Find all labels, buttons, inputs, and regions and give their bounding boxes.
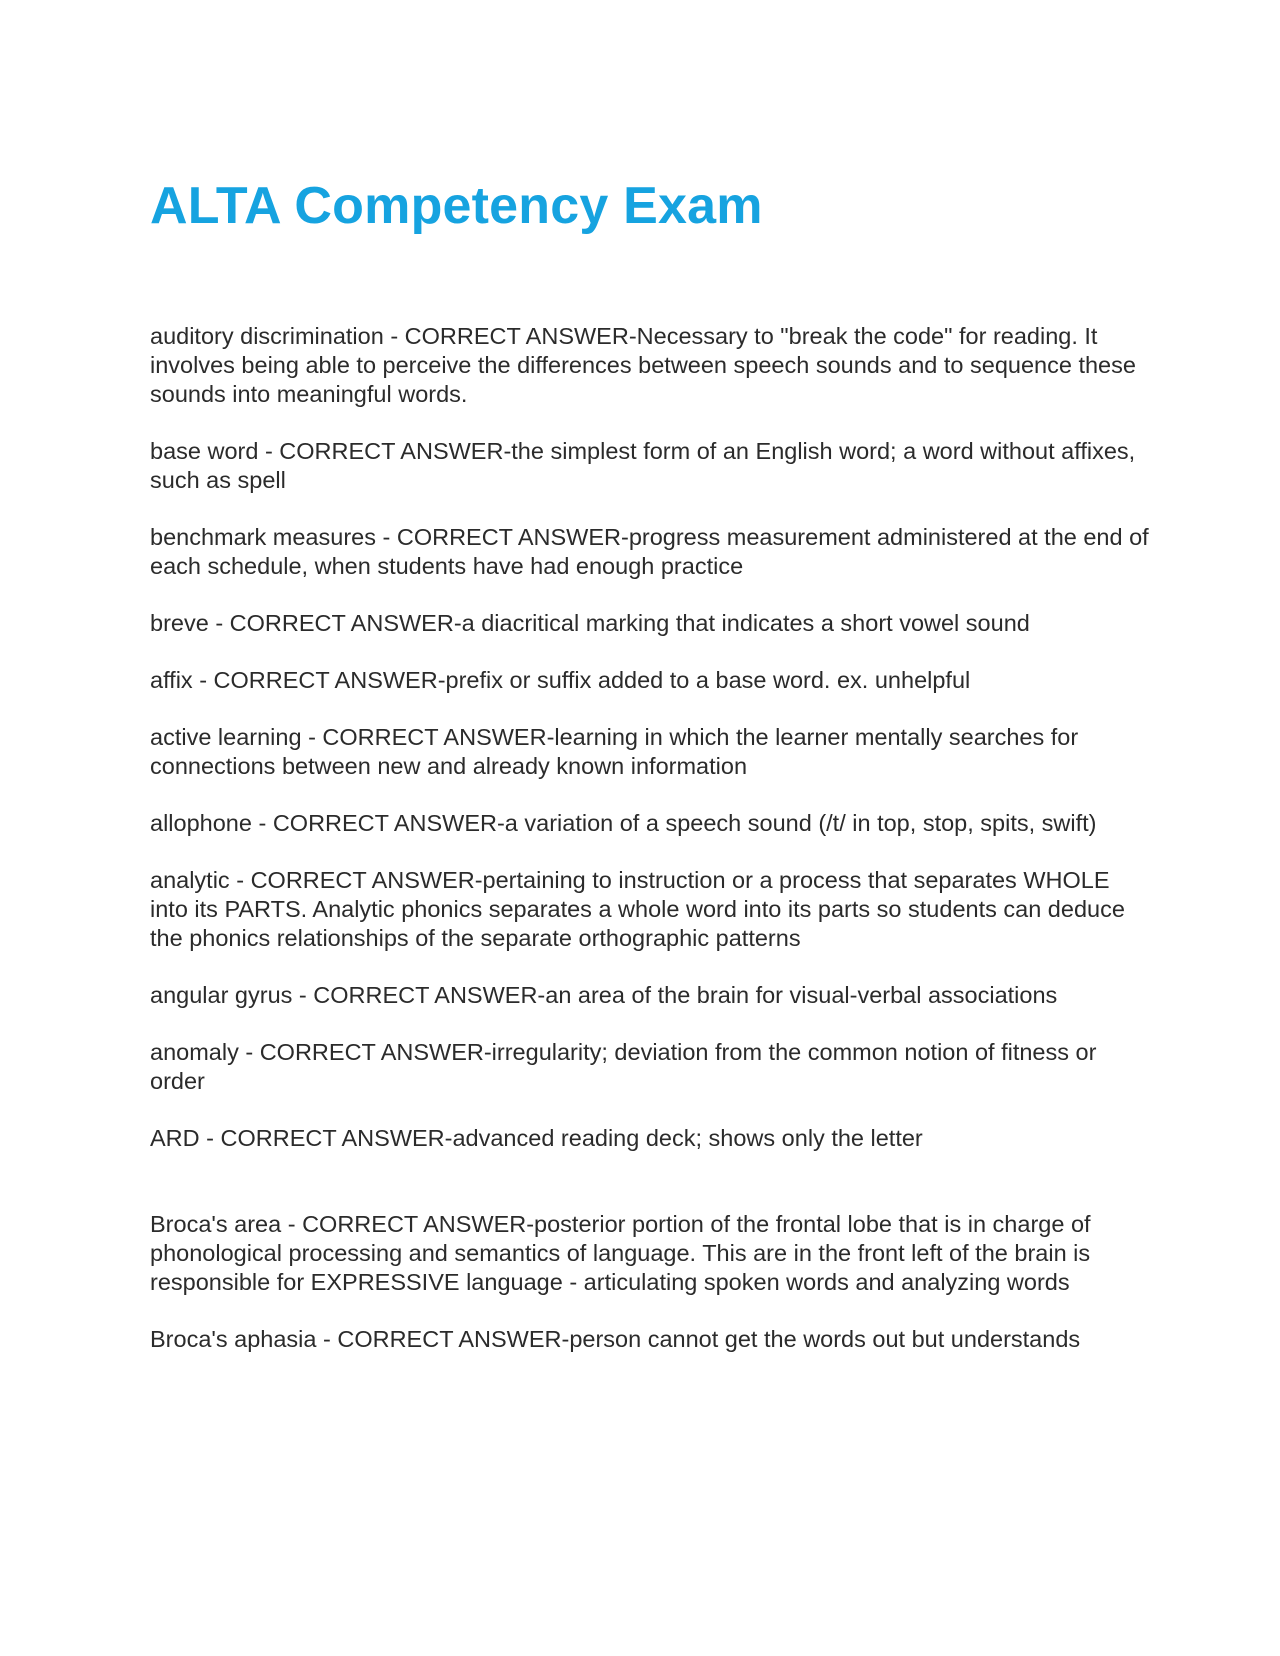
glossary-list bbox=[150, 322, 1150, 1382]
glossary-entry: affix - CORRECT ANSWER-prefix or suffix added to a base word. ex. unhelpful bbox=[150, 667, 971, 693]
glossary-entry: auditory discrimination - CORRECT ANSWER-Necessary to "break the code" for reading. It involves being able to perceive the differences between speech sounds and to sequence these sounds into meaningful words. bbox=[150, 323, 1136, 407]
glossary-entry: Broca's aphasia - CORRECT ANSWER-person cannot get the words out but understands bbox=[150, 1326, 1081, 1352]
glossary-entry: benchmark measures - CORRECT ANSWER-progress measurement administered at the end of each schedule, when students have had enough practice bbox=[150, 524, 1149, 579]
glossary-entry: breve - CORRECT ANSWER-a diacritical marking that indicates a short vowel sound bbox=[150, 610, 1030, 636]
glossary-entry: Broca's area - CORRECT ANSWER-posterior portion of the frontal lobe that is in charge of phonological processing and semantics of language. This are in the front left of the brain is responsible for EXPRESSIVE language - articulating spoken words and analyzing words bbox=[150, 1211, 1091, 1295]
glossary-entry: analytic - CORRECT ANSWER-pertaining to instruction or a process that separates WHOLE into its PARTS. Analytic phonics separates a whole word into its parts so students can deduce the phonics relationships of the separate orthographic patterns bbox=[150, 867, 1125, 951]
glossary-entry: ARD - CORRECT ANSWER-advanced reading deck; shows only the letter bbox=[150, 1125, 923, 1151]
glossary-entry: active learning - CORRECT ANSWER-learning in which the learner mentally searches for connections between new and already known information bbox=[150, 724, 1079, 779]
glossary-entry: angular gyrus - CORRECT ANSWER-an area of the brain for visual-verbal associations bbox=[150, 982, 1058, 1008]
glossary-entry: base word - CORRECT ANSWER-the simplest form of an English word; a word without affixes, such as spell bbox=[150, 438, 1136, 493]
glossary-entry: allophone - CORRECT ANSWER-a variation of a speech sound (/t/ in top, stop, spits, swift) bbox=[150, 810, 1097, 836]
document-title: ALTA Competency Exam bbox=[150, 177, 763, 235]
glossary-entry: anomaly - CORRECT ANSWER-irregularity; deviation from the common notion of fitness or order bbox=[150, 1039, 1097, 1094]
